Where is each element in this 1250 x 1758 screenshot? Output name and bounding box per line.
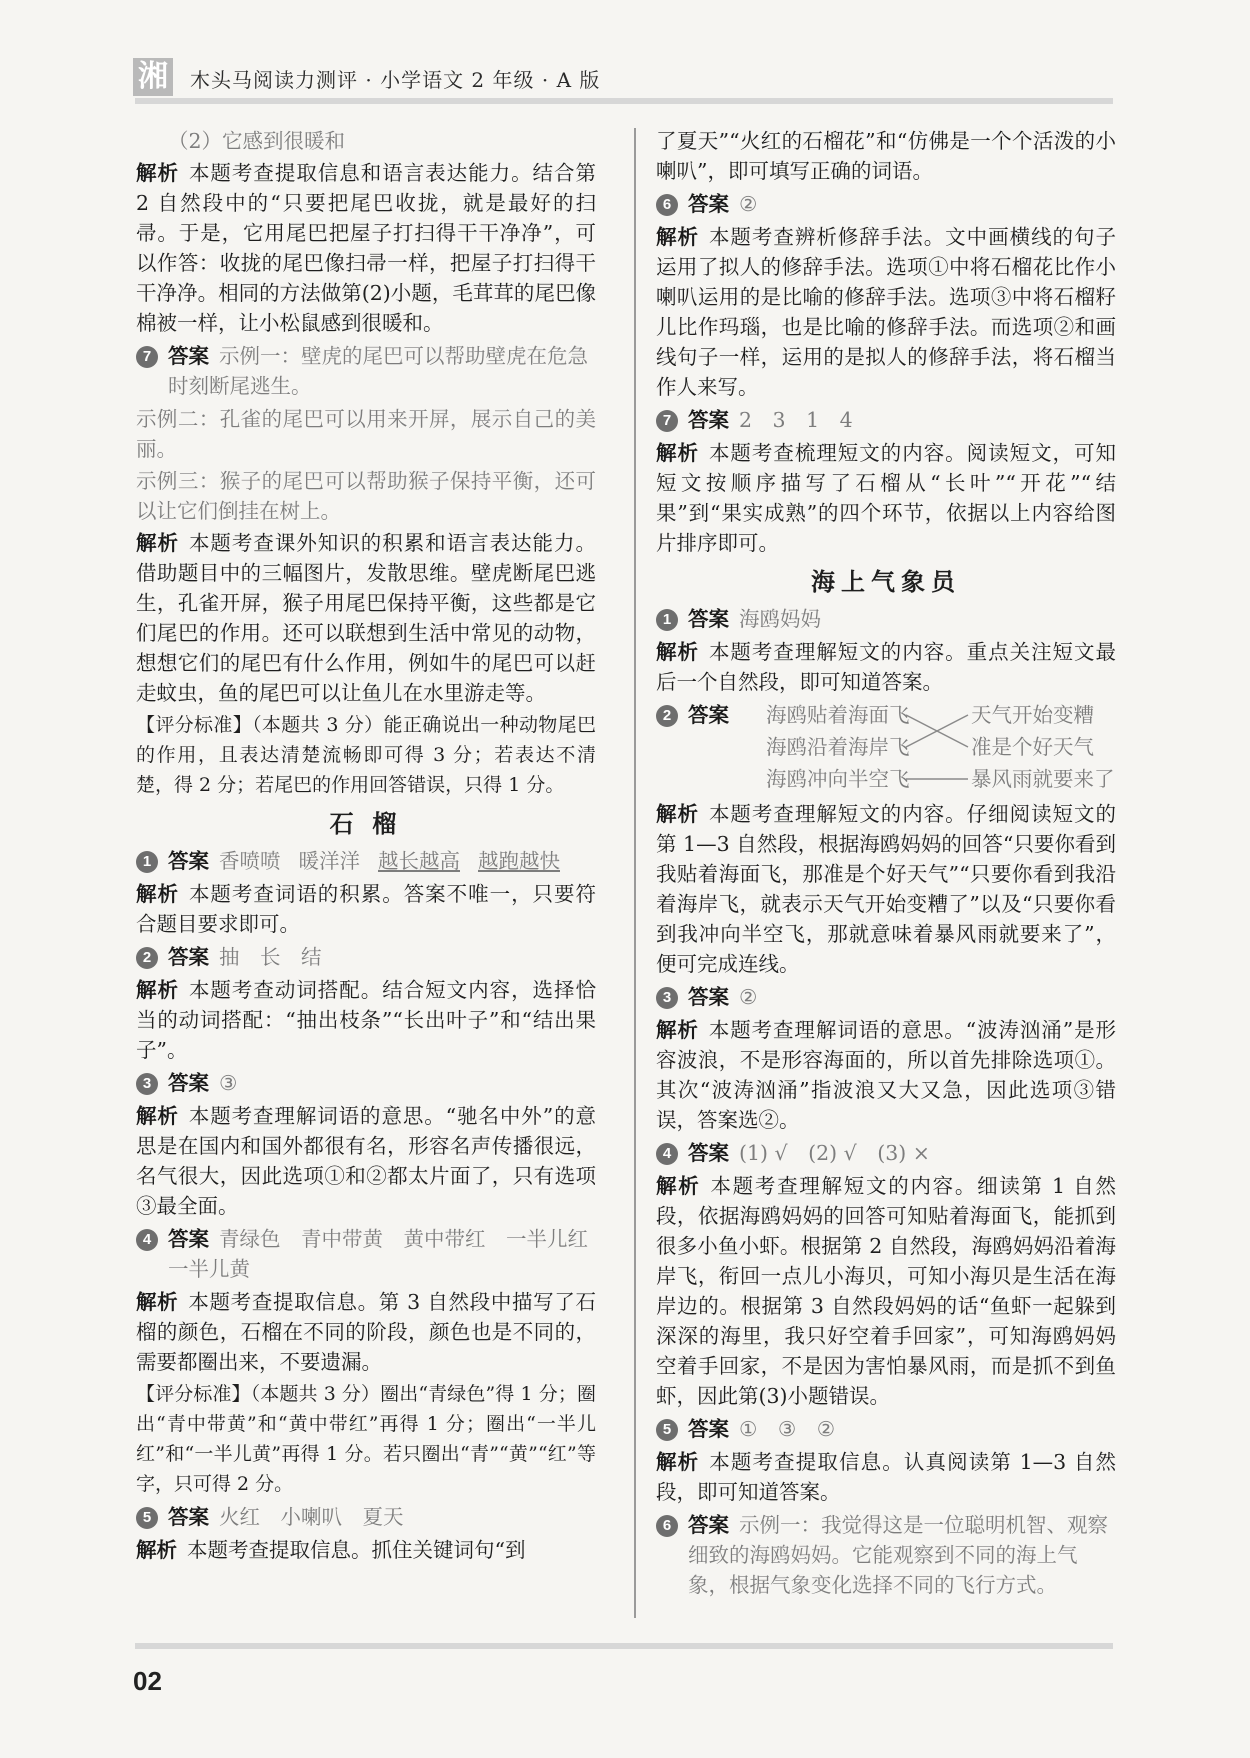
analysis-text: 本题考查提取信息。抓住关键词句“到 <box>187 1538 526 1562</box>
match-left-item: 海鸥冲向半空飞 <box>766 767 910 791</box>
question-number: 2 <box>656 705 678 727</box>
question-number: 5 <box>656 1419 678 1441</box>
answer-text: 示例一：我觉得这是一位聪明机智、观察细致的海鸥妈妈。它能观察到不同的海上气象，根据气象变化选择不同的飞行方式。 <box>688 1513 1108 1597</box>
page-header <box>0 0 1250 110</box>
analysis-text: 本题考查理解词语的意思。“波涛汹涌”是形容波浪，不是形容海面的，所以首先排除选项①。其次“波涛汹涌”指波浪又大又急，因此选项③错误，答案选②。 <box>656 1018 1116 1132</box>
answer-label: 答案 <box>168 1505 209 1529</box>
question-item <box>656 405 1116 435</box>
question-item <box>136 1224 609 1284</box>
question-number: 6 <box>656 1515 678 1537</box>
answer-text: (1) √ (2) √ (3) × <box>739 1141 930 1165</box>
analysis-label: 解析 <box>656 802 699 826</box>
answer-text: ① ③ ② <box>739 1417 836 1441</box>
analysis-block <box>136 879 596 939</box>
question-number: 4 <box>656 1143 678 1165</box>
scoring-standard: 【评分标准】（本题共 3 分）圈出“青绿色”得 1 分；圈出“青中带黄”和“黄中带红”再得 1 分；圈出“一半儿红”和“一半儿黄”再得 1 分。若只圈出“青”“黄”“红”等字，只可得 2 分。 <box>136 1383 596 1495</box>
analysis-block <box>656 222 1116 402</box>
match-left-item: 海鸥沿着海岸飞 <box>766 735 910 759</box>
answer-label: 答案 <box>688 1513 729 1537</box>
answer-label: 答案 <box>688 192 729 216</box>
analysis-block <box>136 1101 596 1221</box>
analysis-label: 解析 <box>136 978 179 1002</box>
analysis-label: 解析 <box>656 441 699 465</box>
match-left-item: 海鸥贴着海面飞 <box>766 703 910 727</box>
answer-example: 示例三：猴子的尾巴可以帮助猴子保持平衡，还可以让它们倒挂在树上。 <box>136 469 596 523</box>
analysis-text: 本题考查词语的积累。答案不唯一，只要符合题目要求即可。 <box>136 882 597 936</box>
right-column <box>656 124 1116 1603</box>
question-item <box>656 604 1116 634</box>
question-number: 7 <box>656 410 678 432</box>
question-number: 5 <box>136 1507 158 1529</box>
matching-answer <box>766 700 1116 796</box>
answer-text: 2 3 1 4 <box>739 408 853 432</box>
question-number: 2 <box>136 947 158 969</box>
question-number: 7 <box>136 346 158 368</box>
answer-example: 示例二：孔雀的尾巴可以用来开屏，展示自己的美丽。 <box>136 407 596 461</box>
header-rule <box>135 98 1113 104</box>
footer-rule <box>135 1643 1113 1649</box>
analysis-label: 解析 <box>136 1538 177 1562</box>
analysis-text: 本题考查理解短文的内容。仔细阅读短文的第 1—3 自然段，根据海鸥妈妈的回答“只要你看到我贴着海面飞，那准是个好天气”“只要你看到我沿着海岸飞，就表示天气开始变糟了”以及“只要你看到我冲向半空飞，那就意味着暴风雨就要来了”，便可完成连线。 <box>656 802 1117 976</box>
analysis-block <box>656 799 1116 979</box>
analysis-label: 解析 <box>136 1290 179 1314</box>
column-divider <box>634 128 636 1618</box>
answer-label: 答案 <box>688 607 729 631</box>
question-number: 3 <box>136 1073 158 1095</box>
section-title: 石 榴 <box>329 811 403 838</box>
answer-word: 越跑越快 <box>478 849 560 873</box>
analysis-label: 解析 <box>656 225 699 249</box>
question-number: 1 <box>656 609 678 631</box>
analysis-label: 解析 <box>136 882 179 906</box>
analysis-text: 本题考查提取信息。认真阅读第 1—3 自然段，即可知道答案。 <box>656 1450 1116 1504</box>
question-item <box>656 700 1116 796</box>
analysis-label: 解析 <box>656 640 699 664</box>
left-column <box>136 124 609 1567</box>
analysis-label: 解析 <box>656 1018 699 1042</box>
question-item <box>656 982 1116 1012</box>
analysis-block <box>136 1535 596 1565</box>
question-item <box>136 1068 596 1098</box>
analysis-block <box>136 158 596 338</box>
analysis-label: 解析 <box>136 531 179 555</box>
scoring-standard: 【评分标准】（本题共 3 分）能正确说出一种动物尾巴的作用，且表达清楚流畅即可得 3 分；若表达不清楚，得 2 分；若尾巴的作用回答错误，只得 1 分。 <box>136 714 596 796</box>
answer-word: 越长越高 <box>378 849 460 873</box>
analysis-block <box>656 1015 1116 1135</box>
analysis-block <box>136 975 596 1065</box>
question-item <box>136 942 596 972</box>
answer-label: 答案 <box>688 1417 729 1441</box>
question-number: 4 <box>136 1229 158 1251</box>
analysis-text: 本题考查提取信息和语言表达能力。结合第 2 自然段中的“只要把尾巴收拢，就是最好的扫帚。于是，它用尾巴把屋子打扫得干干净净”，可以作答：收拢的尾巴像扫帚一样，把屋子打扫得干干净净。相同的方法做第(2)小题，毛茸茸的尾巴像棉被一样，让小松鼠感到很暖和。 <box>136 161 597 335</box>
question-item <box>656 189 1116 219</box>
answer-label: 答案 <box>688 1141 729 1165</box>
answer-example: 示例一：壁虎的尾巴可以帮助壁虎在危急时刻断尾逃生。 <box>168 344 588 398</box>
question-number: 3 <box>656 987 678 1009</box>
section-title: 海上气象员 <box>811 569 961 596</box>
publisher-logo: 湘 <box>133 58 173 96</box>
analysis-block <box>656 637 1116 697</box>
answer-text: 火红 小喇叭 夏天 <box>219 1505 404 1529</box>
answer-label: 答案 <box>688 703 729 727</box>
analysis-text: 本题考查理解短文的内容。重点关注短文最后一个自然段，即可知道答案。 <box>656 640 1117 694</box>
answer-label: 答案 <box>168 945 209 969</box>
analysis-block <box>656 1447 1116 1507</box>
page-number: 02 <box>133 1666 162 1696</box>
answer-word: 香喷喷 <box>219 849 281 873</box>
answer-label: 答案 <box>168 1227 209 1251</box>
answer-word: 暖洋洋 <box>298 849 360 873</box>
match-lines <box>904 700 974 796</box>
analysis-text: 本题考查梳理短文的内容。阅读短文，可知短文按顺序描写了石榴从“长叶”“开花”“结果”到“果实成熟”的四个环节，依据以上内容给图片排序即可。 <box>656 441 1117 555</box>
question-item <box>656 1414 1116 1444</box>
match-right-item: 天气开始变糟 <box>971 703 1094 727</box>
analysis-text: 本题考查辨析修辞手法。文中画横线的句子运用了拟人的修辞手法。选项①中将石榴花比作小喇叭运用的是比喻的修辞手法。选项③中将石榴籽儿比作玛瑙，也是比喻的修辞手法。而选项②和画线句子一样，运用的是拟人的修辞手法，将石榴当作人来写。 <box>656 225 1117 399</box>
analysis-text: 本题考查课外知识的积累和语言表达能力。借助题目中的三幅图片，发散思维。壁虎断尾巴逃生，孔雀开屏，猴子用尾巴保持平衡，这些都是它们尾巴的作用。还可以联想到生活中常见的动物，想想它们的尾巴有什么作用，例如牛的尾巴可以赶走蚊虫，鱼的尾巴可以让鱼儿在水里游走等。 <box>136 531 597 705</box>
answer-label: 答案 <box>688 408 729 432</box>
answer-text: 抽 长 结 <box>219 945 322 969</box>
book-title: 木头马阅读力测评 · 小学语文 2 年级 · A 版 <box>190 68 601 92</box>
analysis-text: 本题考查理解词语的意思。“驰名中外”的意思是在国内和国外都很有名，形容名声传播很远，名气很大，因此选项①和②都太片面了，只有选项③最全面。 <box>136 1104 596 1218</box>
question-item <box>656 1138 1116 1168</box>
analysis-text: 本题考查理解短文的内容。细读第 1 自然段，依据海鸥妈妈的回答可知贴着海面飞，能抓到很多小鱼小虾。根据第 2 自然段，海鸥妈妈沿着海岸飞，衔回一点儿小海贝，可知小海贝是生活在海岸边的。根据第 3 自然段妈妈的话“鱼虾一起躲到深深的海里，我只好空着手回家”，可知海鸥妈妈空着手回家，不是因为害怕暴风雨，而是抓不到鱼虾，因此第(3)小题错误。 <box>656 1174 1117 1408</box>
match-right-item: 准是个好天气 <box>971 735 1094 759</box>
analysis-text: 本题考查动词搭配。结合短文内容，选择恰当的动词搭配：“抽出枝条”“长出叶子”和“结出果子”。 <box>136 978 597 1062</box>
answer-text: ③ <box>219 1071 238 1095</box>
analysis-block <box>136 528 596 708</box>
analysis-label: 解析 <box>136 161 179 185</box>
question-item <box>136 341 596 401</box>
answer-text: 海鸥妈妈 <box>739 607 821 631</box>
analysis-block <box>656 438 1116 558</box>
analysis-continued: 了夏天”“火红的石榴花”和“仿佛是一个个活泼的小喇叭”，即可填写正确的词语。 <box>656 129 1116 183</box>
analysis-label: 解析 <box>656 1174 701 1198</box>
answer-label: 答案 <box>168 1071 209 1095</box>
answer-label: 答案 <box>168 344 209 368</box>
analysis-label: 解析 <box>656 1450 700 1474</box>
question-number: 6 <box>656 194 678 216</box>
answer-text: ② <box>739 985 758 1009</box>
analysis-label: 解析 <box>136 1104 179 1128</box>
answer-label: 答案 <box>168 849 209 873</box>
answer-label: 答案 <box>688 985 729 1009</box>
analysis-block <box>136 1287 596 1377</box>
question-item <box>656 1510 1116 1600</box>
answer-text: 青绿色 青中带黄 黄中带红 一半儿红 一半儿黄 <box>168 1227 609 1281</box>
match-right-item: 暴风雨就要来了 <box>971 767 1115 791</box>
question-item <box>136 1502 596 1532</box>
answer-line: （2）它感到很暖和 <box>168 129 346 153</box>
analysis-block <box>656 1171 1116 1411</box>
question-item <box>136 846 596 876</box>
answer-text: ② <box>739 192 758 216</box>
question-number: 1 <box>136 851 158 873</box>
analysis-text: 本题考查提取信息。第 3 自然段中描写了石榴的颜色，石榴在不同的阶段，颜色也是不同的，需要都圈出来，不要遗漏。 <box>136 1290 596 1374</box>
